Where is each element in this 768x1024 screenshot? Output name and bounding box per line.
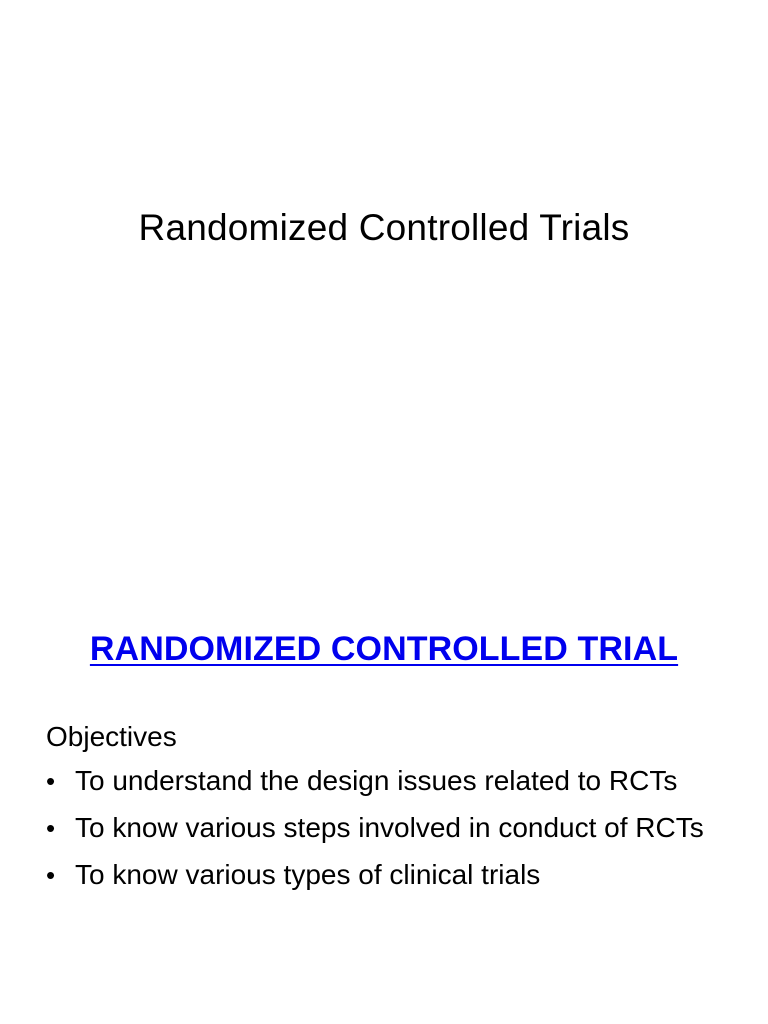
slide-title: Randomized Controlled Trials [138,207,630,248]
bullet-icon: • [46,813,56,843]
list-item [46,854,736,896]
bullet-icon: • [46,766,56,796]
list-item [46,807,736,849]
objectives-label: Objectives [46,721,177,752]
list-item [46,760,736,802]
objectives-slide [0,512,768,1024]
list-item-text: To know various steps involved in conduct of RCTs [75,812,704,843]
list-item-text: To understand the design issues related to RCTs [75,765,678,796]
objectives-list [46,760,736,896]
slide-heading-link[interactable]: RANDOMIZED CONTROLLED TRIAL [89,630,679,668]
list-item-text: To know various types of clinical trials [75,859,541,890]
bullet-icon: • [46,860,56,890]
slide-content [46,716,736,901]
